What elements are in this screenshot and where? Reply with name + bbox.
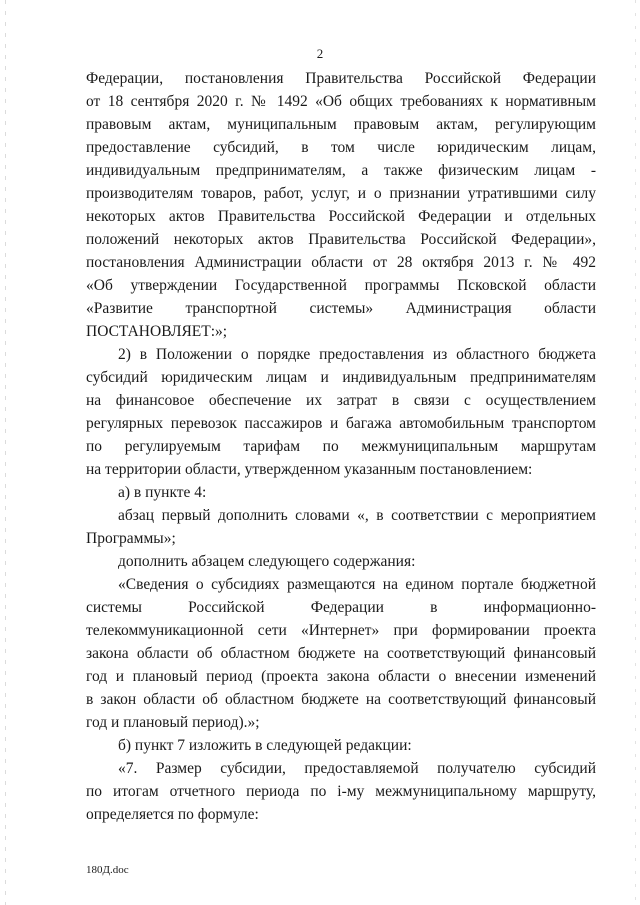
paragraph-p7 bbox=[86, 734, 596, 757]
text-line: в закон области об областном бюджете на соответствующий финансовый bbox=[86, 691, 596, 708]
paragraph-p2 bbox=[86, 343, 596, 481]
text-line: по регулируемым тарифам по межмуниципальным маршрутам bbox=[86, 438, 596, 455]
text-line: а) в пункте 4: bbox=[118, 484, 207, 501]
text-line: производителям товаров, работ, услуг, и о признании утратившими силу bbox=[86, 185, 596, 202]
paragraph-p1 bbox=[86, 67, 596, 343]
paragraph-p5 bbox=[86, 550, 596, 573]
paragraph-p6 bbox=[86, 573, 596, 734]
text-line: Программы»; bbox=[86, 530, 176, 547]
text-line: на территории области, утвержденном указанным постановлением: bbox=[86, 461, 533, 478]
text-line: определяется по формуле: bbox=[86, 806, 259, 823]
text-line: дополнить абзацем следующего содержания: bbox=[118, 553, 416, 570]
text-line: ПОСТАНОВЛЯЕТ:»; bbox=[86, 323, 228, 340]
page-number: 2 bbox=[316, 46, 324, 61]
footer-file-name: 180Д.doc bbox=[86, 864, 129, 876]
text-line: правовым актам, муниципальным правовым актам, регулирующим bbox=[86, 116, 596, 133]
text-line: Федерации, постановления Правительства Российской Федерации bbox=[86, 70, 596, 87]
text-line: индивидуальным предпринимателям, а также физическим лицам - bbox=[86, 162, 596, 179]
text-line: по итогам отчетного периода по i-му межмуниципальному маршруту, bbox=[86, 783, 596, 800]
text-line: предоставление субсидий, в том числе юридическим лицам, bbox=[86, 139, 596, 156]
text-line: «Развитие транспортной системы» Администрация области bbox=[86, 300, 596, 317]
text-line: год и плановый период).»; bbox=[86, 714, 260, 731]
text-line: «7. Размер субсидии, предоставляемой получателю субсидий bbox=[118, 760, 596, 777]
text-line: системы Российской Федерации в информационно- bbox=[86, 599, 596, 616]
text-line: от 18 сентября 2020 г. № 1492 «Об общих требованиях к нормативным bbox=[86, 93, 596, 110]
paragraph-p3 bbox=[86, 481, 596, 504]
text-line: на финансовое обеспечение их затрат в связи с осуществлением bbox=[86, 392, 596, 409]
paragraph-p4 bbox=[86, 504, 596, 550]
text-line: год и плановый период (проекта закона области о внесении изменений bbox=[86, 668, 596, 685]
text-line: 2) в Положении о порядке предоставления из областного бюджета bbox=[118, 346, 596, 363]
text-line: некоторых актов Правительства Российской Федерации и отдельных bbox=[86, 208, 596, 225]
text-line: закона области об областном бюджете на соответствующий финансовый bbox=[86, 645, 596, 662]
document-body bbox=[86, 67, 596, 826]
text-line: положений некоторых актов Правительства Российской Федерации», bbox=[86, 231, 596, 248]
text-line: «Об утверждении Государственной программы Псковской области bbox=[86, 277, 596, 294]
text-line: постановления Администрации области от 28 октября 2013 г. № 492 bbox=[86, 254, 596, 271]
text-line: телекоммуникационной сети «Интернет» при формировании проекта bbox=[86, 622, 596, 639]
scan-edge-left bbox=[5, 0, 6, 905]
text-line: «Сведения о субсидиях размещаются на едином портале бюджетной bbox=[118, 576, 596, 593]
scan-edge-right bbox=[635, 0, 636, 905]
text-line: субсидий юридическим лицам и индивидуальным предпринимателям bbox=[86, 369, 596, 386]
paragraph-p8 bbox=[86, 757, 596, 826]
text-line: абзац первый дополнить словами «, в соответствии с мероприятием bbox=[118, 507, 596, 524]
text-line: б) пункт 7 изложить в следующей редакции: bbox=[118, 737, 412, 754]
text-line: регулярных перевозок пассажиров и багажа автомобильным транспортом bbox=[86, 415, 596, 432]
